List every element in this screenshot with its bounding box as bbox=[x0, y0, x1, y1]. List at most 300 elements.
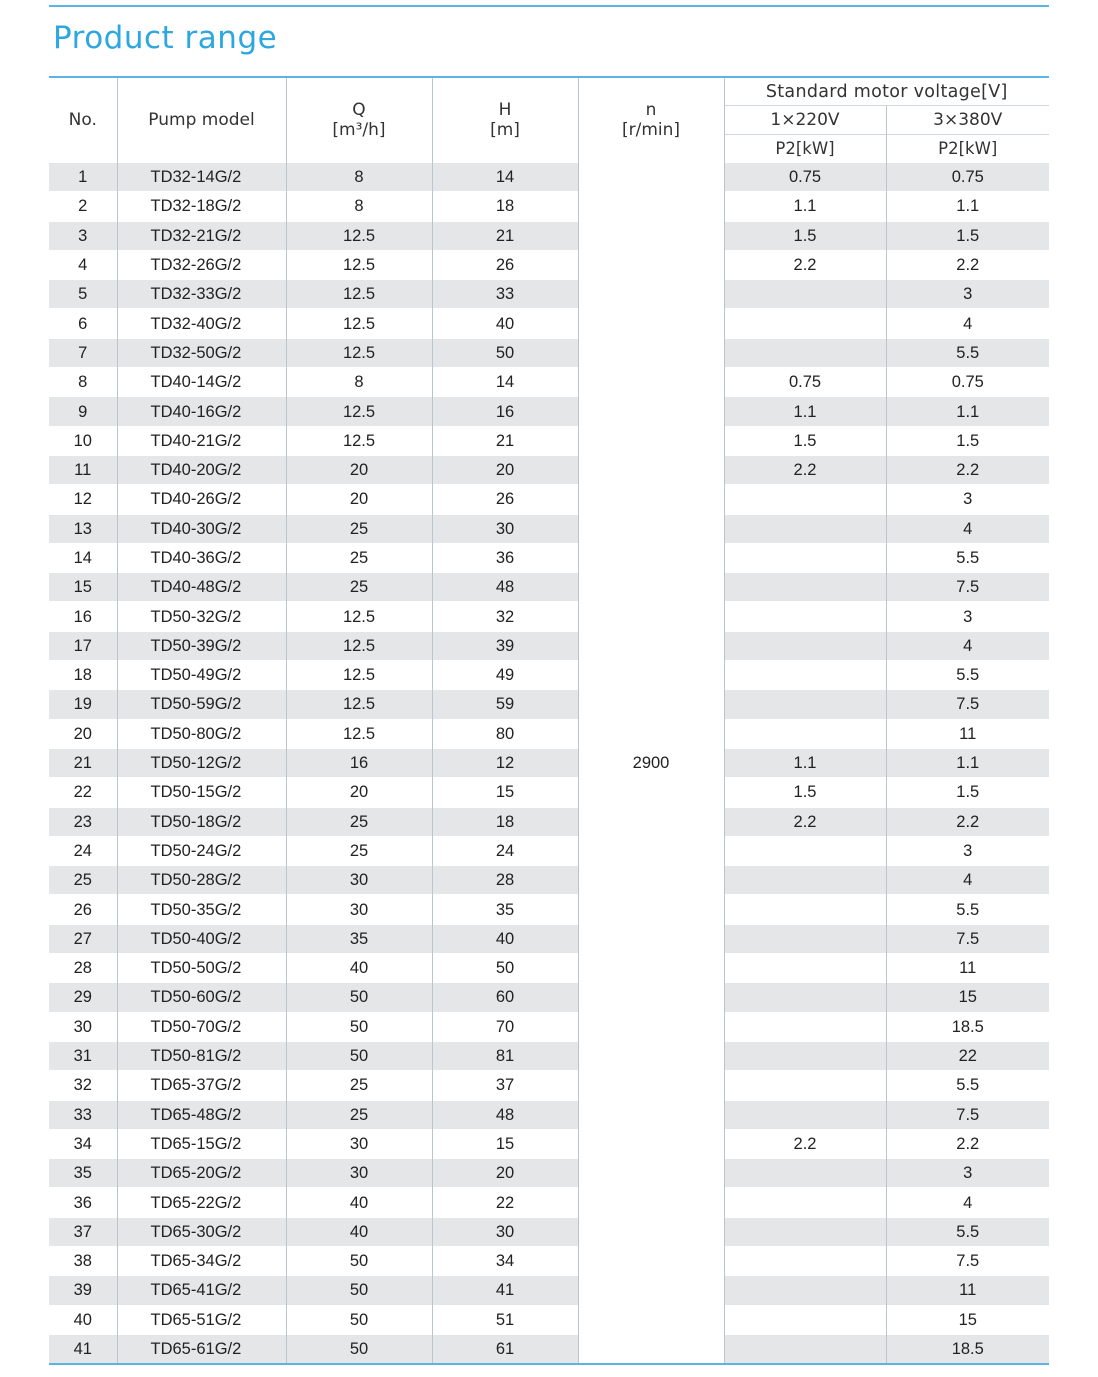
cell-power-single bbox=[724, 924, 886, 953]
table-row bbox=[49, 807, 1049, 836]
cell-no: 12 bbox=[49, 485, 117, 514]
cell-power-single bbox=[724, 836, 886, 865]
table-row bbox=[49, 924, 1049, 953]
cell-no: 20 bbox=[49, 719, 117, 748]
cell-pump-model: TD40-26G/2 bbox=[117, 485, 286, 514]
cell-power-three: 22 bbox=[886, 1041, 1049, 1070]
table-row bbox=[49, 192, 1049, 221]
table-row bbox=[49, 983, 1049, 1012]
cell-power-three: 1.1 bbox=[886, 192, 1049, 221]
cell-no: 19 bbox=[49, 690, 117, 719]
cell-power-three: 18.5 bbox=[886, 1334, 1049, 1364]
table-row bbox=[49, 1041, 1049, 1070]
cell-head: 51 bbox=[432, 1305, 578, 1334]
cell-pump-model: TD50-24G/2 bbox=[117, 836, 286, 865]
header-flow-symbol: Q bbox=[352, 100, 366, 120]
cell-head: 59 bbox=[432, 690, 578, 719]
cell-power-three: 15 bbox=[886, 1305, 1049, 1334]
cell-pump-model: TD50-60G/2 bbox=[117, 983, 286, 1012]
table-row bbox=[49, 309, 1049, 338]
cell-power-single bbox=[724, 1246, 886, 1275]
cell-no: 28 bbox=[49, 954, 117, 983]
cell-pump-model: TD40-36G/2 bbox=[117, 543, 286, 572]
cell-power-single bbox=[724, 719, 886, 748]
cell-no: 8 bbox=[49, 368, 117, 397]
cell-pump-model: TD32-18G/2 bbox=[117, 192, 286, 221]
header-flow bbox=[286, 77, 432, 163]
cell-pump-model: TD50-40G/2 bbox=[117, 924, 286, 953]
cell-no: 24 bbox=[49, 836, 117, 865]
cell-no: 39 bbox=[49, 1276, 117, 1305]
table-row bbox=[49, 485, 1049, 514]
cell-no: 31 bbox=[49, 1041, 117, 1070]
cell-power-single bbox=[724, 895, 886, 924]
table-row bbox=[49, 338, 1049, 367]
cell-flow: 25 bbox=[286, 1071, 432, 1100]
cell-flow: 50 bbox=[286, 983, 432, 1012]
cell-head: 50 bbox=[432, 954, 578, 983]
table-header bbox=[49, 77, 1049, 163]
cell-head: 61 bbox=[432, 1334, 578, 1364]
cell-power-three: 4 bbox=[886, 866, 1049, 895]
cell-head: 60 bbox=[432, 983, 578, 1012]
cell-head: 21 bbox=[432, 426, 578, 455]
table-row bbox=[49, 1305, 1049, 1334]
cell-head: 18 bbox=[432, 192, 578, 221]
cell-no: 29 bbox=[49, 983, 117, 1012]
cell-power-three: 3 bbox=[886, 1159, 1049, 1188]
cell-flow: 8 bbox=[286, 368, 432, 397]
table-row bbox=[49, 866, 1049, 895]
table-row bbox=[49, 280, 1049, 309]
cell-head: 33 bbox=[432, 280, 578, 309]
cell-pump-model: TD65-20G/2 bbox=[117, 1159, 286, 1188]
header-three-phase: 3×380V bbox=[886, 106, 1049, 135]
table-row bbox=[49, 543, 1049, 572]
cell-head: 20 bbox=[432, 455, 578, 484]
cell-power-three: 15 bbox=[886, 983, 1049, 1012]
table-row bbox=[49, 778, 1049, 807]
header-flow-unit: [m³/h] bbox=[332, 120, 386, 140]
cell-power-three: 11 bbox=[886, 954, 1049, 983]
header-power-three: P2[kW] bbox=[886, 135, 1049, 163]
header-speed-unit: [r/min] bbox=[621, 120, 681, 140]
cell-power-three: 3 bbox=[886, 836, 1049, 865]
table-row bbox=[49, 719, 1049, 748]
cell-pump-model: TD32-40G/2 bbox=[117, 309, 286, 338]
cell-head: 48 bbox=[432, 573, 578, 602]
top-rule bbox=[49, 5, 1049, 7]
header-single-phase: 1×220V bbox=[724, 106, 886, 135]
cell-power-single: 0.75 bbox=[724, 368, 886, 397]
cell-flow: 12.5 bbox=[286, 661, 432, 690]
cell-pump-model: TD50-32G/2 bbox=[117, 602, 286, 631]
cell-power-single: 1.1 bbox=[724, 397, 886, 426]
cell-no: 33 bbox=[49, 1100, 117, 1129]
cell-no: 16 bbox=[49, 602, 117, 631]
cell-power-three: 7.5 bbox=[886, 690, 1049, 719]
cell-power-three: 3 bbox=[886, 485, 1049, 514]
cell-flow: 12.5 bbox=[286, 426, 432, 455]
cell-power-single: 1.5 bbox=[724, 778, 886, 807]
cell-flow: 12.5 bbox=[286, 602, 432, 631]
cell-power-three: 11 bbox=[886, 1276, 1049, 1305]
cell-power-three: 4 bbox=[886, 1188, 1049, 1217]
cell-power-single bbox=[724, 866, 886, 895]
cell-power-three: 18.5 bbox=[886, 1012, 1049, 1041]
table-row bbox=[49, 954, 1049, 983]
cell-no: 21 bbox=[49, 748, 117, 777]
cell-power-three: 3 bbox=[886, 280, 1049, 309]
cell-power-single bbox=[724, 1276, 886, 1305]
cell-flow: 25 bbox=[286, 514, 432, 543]
cell-head: 34 bbox=[432, 1246, 578, 1275]
cell-head: 15 bbox=[432, 778, 578, 807]
cell-head: 80 bbox=[432, 719, 578, 748]
cell-head: 37 bbox=[432, 1071, 578, 1100]
cell-head: 30 bbox=[432, 1217, 578, 1246]
cell-head: 40 bbox=[432, 924, 578, 953]
cell-flow: 12.5 bbox=[286, 397, 432, 426]
cell-head: 26 bbox=[432, 250, 578, 279]
table-row bbox=[49, 1129, 1049, 1158]
cell-no: 11 bbox=[49, 455, 117, 484]
cell-no: 6 bbox=[49, 309, 117, 338]
cell-pump-model: TD32-26G/2 bbox=[117, 250, 286, 279]
cell-power-single bbox=[724, 338, 886, 367]
cell-flow: 12.5 bbox=[286, 631, 432, 660]
cell-power-three: 5.5 bbox=[886, 1217, 1049, 1246]
cell-power-single bbox=[724, 1334, 886, 1364]
cell-power-three: 1.1 bbox=[886, 748, 1049, 777]
cell-head: 35 bbox=[432, 895, 578, 924]
cell-power-single bbox=[724, 1305, 886, 1334]
cell-flow: 30 bbox=[286, 1159, 432, 1188]
cell-power-three: 2.2 bbox=[886, 455, 1049, 484]
cell-pump-model: TD40-20G/2 bbox=[117, 455, 286, 484]
cell-head: 81 bbox=[432, 1041, 578, 1070]
header-speed bbox=[578, 77, 724, 163]
table-row bbox=[49, 163, 1049, 192]
cell-head: 21 bbox=[432, 221, 578, 250]
cell-power-three: 3 bbox=[886, 602, 1049, 631]
table-row bbox=[49, 1071, 1049, 1100]
cell-pump-model: TD32-33G/2 bbox=[117, 280, 286, 309]
table-row bbox=[49, 690, 1049, 719]
table-row bbox=[49, 836, 1049, 865]
cell-no: 18 bbox=[49, 661, 117, 690]
cell-flow: 50 bbox=[286, 1276, 432, 1305]
cell-pump-model: TD40-14G/2 bbox=[117, 368, 286, 397]
table-row bbox=[49, 748, 1049, 777]
cell-head: 32 bbox=[432, 602, 578, 631]
cell-power-single bbox=[724, 1071, 886, 1100]
header-head-symbol: H bbox=[498, 100, 512, 120]
cell-flow: 12.5 bbox=[286, 280, 432, 309]
cell-power-single: 0.75 bbox=[724, 163, 886, 192]
cell-power-three: 5.5 bbox=[886, 895, 1049, 924]
table-row bbox=[49, 514, 1049, 543]
cell-pump-model: TD65-61G/2 bbox=[117, 1334, 286, 1364]
cell-no: 37 bbox=[49, 1217, 117, 1246]
cell-pump-model: TD50-28G/2 bbox=[117, 866, 286, 895]
cell-head: 12 bbox=[432, 748, 578, 777]
cell-flow: 25 bbox=[286, 573, 432, 602]
cell-pump-model: TD50-12G/2 bbox=[117, 748, 286, 777]
cell-no: 36 bbox=[49, 1188, 117, 1217]
cell-power-single bbox=[724, 602, 886, 631]
cell-no: 35 bbox=[49, 1159, 117, 1188]
cell-no: 1 bbox=[49, 163, 117, 192]
header-head bbox=[432, 77, 578, 163]
cell-power-three: 2.2 bbox=[886, 250, 1049, 279]
cell-no: 15 bbox=[49, 573, 117, 602]
cell-pump-model: TD40-16G/2 bbox=[117, 397, 286, 426]
cell-power-three: 1.5 bbox=[886, 221, 1049, 250]
cell-pump-model: TD65-51G/2 bbox=[117, 1305, 286, 1334]
table-row bbox=[49, 1188, 1049, 1217]
cell-power-three: 2.2 bbox=[886, 1129, 1049, 1158]
cell-pump-model: TD50-70G/2 bbox=[117, 1012, 286, 1041]
cell-pump-model: TD50-80G/2 bbox=[117, 719, 286, 748]
cell-head: 14 bbox=[432, 368, 578, 397]
cell-power-three: 2.2 bbox=[886, 807, 1049, 836]
cell-no: 3 bbox=[49, 221, 117, 250]
cell-head: 26 bbox=[432, 485, 578, 514]
cell-pump-model: TD50-50G/2 bbox=[117, 954, 286, 983]
cell-flow: 50 bbox=[286, 1246, 432, 1275]
cell-head: 41 bbox=[432, 1276, 578, 1305]
table-row bbox=[49, 1276, 1049, 1305]
table-row bbox=[49, 221, 1049, 250]
cell-power-three: 1.5 bbox=[886, 778, 1049, 807]
cell-power-single bbox=[724, 1100, 886, 1129]
cell-power-three: 11 bbox=[886, 719, 1049, 748]
table-body bbox=[49, 163, 1049, 1365]
cell-flow: 50 bbox=[286, 1334, 432, 1364]
cell-pump-model: TD40-21G/2 bbox=[117, 426, 286, 455]
header-power-single: P2[kW] bbox=[724, 135, 886, 163]
cell-power-single: 2.2 bbox=[724, 1129, 886, 1158]
cell-no: 5 bbox=[49, 280, 117, 309]
cell-no: 22 bbox=[49, 778, 117, 807]
cell-power-three: 5.5 bbox=[886, 338, 1049, 367]
cell-pump-model: TD50-35G/2 bbox=[117, 895, 286, 924]
cell-power-single bbox=[724, 485, 886, 514]
cell-power-single: 2.2 bbox=[724, 807, 886, 836]
cell-no: 38 bbox=[49, 1246, 117, 1275]
cell-no: 4 bbox=[49, 250, 117, 279]
cell-power-three: 0.75 bbox=[886, 163, 1049, 192]
cell-pump-model: TD65-37G/2 bbox=[117, 1071, 286, 1100]
cell-flow: 50 bbox=[286, 1305, 432, 1334]
cell-pump-model: TD65-48G/2 bbox=[117, 1100, 286, 1129]
cell-no: 32 bbox=[49, 1071, 117, 1100]
cell-head: 30 bbox=[432, 514, 578, 543]
cell-power-three: 5.5 bbox=[886, 543, 1049, 572]
cell-pump-model: TD32-50G/2 bbox=[117, 338, 286, 367]
cell-power-single bbox=[724, 309, 886, 338]
cell-power-three: 7.5 bbox=[886, 1100, 1049, 1129]
cell-power-three: 7.5 bbox=[886, 924, 1049, 953]
cell-pump-model: TD50-15G/2 bbox=[117, 778, 286, 807]
cell-flow: 12.5 bbox=[286, 338, 432, 367]
cell-power-single bbox=[724, 1217, 886, 1246]
cell-power-single bbox=[724, 954, 886, 983]
table-row bbox=[49, 1246, 1049, 1275]
table-row bbox=[49, 250, 1049, 279]
cell-no: 34 bbox=[49, 1129, 117, 1158]
cell-flow: 25 bbox=[286, 807, 432, 836]
cell-power-three: 7.5 bbox=[886, 1246, 1049, 1275]
cell-power-single: 2.2 bbox=[724, 455, 886, 484]
cell-power-single bbox=[724, 1188, 886, 1217]
cell-head: 15 bbox=[432, 1129, 578, 1158]
table-row bbox=[49, 631, 1049, 660]
cell-flow: 20 bbox=[286, 778, 432, 807]
table-row bbox=[49, 1334, 1049, 1364]
cell-speed: 2900 bbox=[578, 163, 724, 1365]
cell-flow: 20 bbox=[286, 455, 432, 484]
cell-power-single bbox=[724, 1012, 886, 1041]
cell-power-single bbox=[724, 631, 886, 660]
cell-power-single bbox=[724, 573, 886, 602]
cell-head: 24 bbox=[432, 836, 578, 865]
table-row bbox=[49, 602, 1049, 631]
cell-power-three: 1.1 bbox=[886, 397, 1049, 426]
cell-power-three: 1.5 bbox=[886, 426, 1049, 455]
cell-power-three: 0.75 bbox=[886, 368, 1049, 397]
cell-flow: 50 bbox=[286, 1041, 432, 1070]
cell-power-single: 2.2 bbox=[724, 250, 886, 279]
cell-power-single bbox=[724, 543, 886, 572]
cell-flow: 12.5 bbox=[286, 309, 432, 338]
cell-power-single bbox=[724, 1041, 886, 1070]
cell-flow: 12.5 bbox=[286, 250, 432, 279]
cell-pump-model: TD40-30G/2 bbox=[117, 514, 286, 543]
header-voltage-group: Standard motor voltage[V] bbox=[724, 77, 1049, 106]
cell-flow: 20 bbox=[286, 485, 432, 514]
cell-power-three: 4 bbox=[886, 631, 1049, 660]
table-row bbox=[49, 368, 1049, 397]
cell-power-single: 1.1 bbox=[724, 748, 886, 777]
header-head-unit: [m] bbox=[490, 120, 520, 140]
cell-power-single bbox=[724, 280, 886, 309]
cell-flow: 16 bbox=[286, 748, 432, 777]
cell-power-single: 1.5 bbox=[724, 221, 886, 250]
cell-power-three: 4 bbox=[886, 514, 1049, 543]
cell-pump-model: TD50-59G/2 bbox=[117, 690, 286, 719]
cell-power-three: 7.5 bbox=[886, 573, 1049, 602]
cell-flow: 30 bbox=[286, 866, 432, 895]
cell-power-single bbox=[724, 514, 886, 543]
table-row bbox=[49, 1159, 1049, 1188]
cell-pump-model: TD50-81G/2 bbox=[117, 1041, 286, 1070]
cell-no: 26 bbox=[49, 895, 117, 924]
table-row bbox=[49, 895, 1049, 924]
cell-power-single: 1.5 bbox=[724, 426, 886, 455]
cell-no: 41 bbox=[49, 1334, 117, 1364]
cell-head: 18 bbox=[432, 807, 578, 836]
table-row bbox=[49, 1100, 1049, 1129]
cell-flow: 8 bbox=[286, 192, 432, 221]
cell-power-single bbox=[724, 1159, 886, 1188]
cell-pump-model: TD65-34G/2 bbox=[117, 1246, 286, 1275]
cell-head: 22 bbox=[432, 1188, 578, 1217]
table-row bbox=[49, 455, 1049, 484]
cell-pump-model: TD32-21G/2 bbox=[117, 221, 286, 250]
table-row bbox=[49, 573, 1049, 602]
cell-head: 70 bbox=[432, 1012, 578, 1041]
cell-head: 20 bbox=[432, 1159, 578, 1188]
cell-head: 50 bbox=[432, 338, 578, 367]
cell-flow: 25 bbox=[286, 836, 432, 865]
header-no: No. bbox=[68, 110, 97, 130]
cell-head: 49 bbox=[432, 661, 578, 690]
cell-no: 10 bbox=[49, 426, 117, 455]
cell-head: 14 bbox=[432, 163, 578, 192]
table-row bbox=[49, 426, 1049, 455]
cell-pump-model: TD65-15G/2 bbox=[117, 1129, 286, 1158]
cell-pump-model: TD65-41G/2 bbox=[117, 1276, 286, 1305]
cell-power-single: 1.1 bbox=[724, 192, 886, 221]
cell-flow: 30 bbox=[286, 1129, 432, 1158]
cell-pump-model: TD65-30G/2 bbox=[117, 1217, 286, 1246]
header-speed-symbol: n bbox=[645, 100, 657, 120]
cell-head: 40 bbox=[432, 309, 578, 338]
cell-flow: 25 bbox=[286, 1100, 432, 1129]
table-row bbox=[49, 1217, 1049, 1246]
cell-no: 2 bbox=[49, 192, 117, 221]
cell-pump-model: TD65-22G/2 bbox=[117, 1188, 286, 1217]
cell-flow: 12.5 bbox=[286, 719, 432, 748]
cell-head: 28 bbox=[432, 866, 578, 895]
cell-flow: 40 bbox=[286, 954, 432, 983]
cell-no: 17 bbox=[49, 631, 117, 660]
cell-pump-model: TD50-39G/2 bbox=[117, 631, 286, 660]
cell-no: 13 bbox=[49, 514, 117, 543]
cell-no: 9 bbox=[49, 397, 117, 426]
cell-flow: 50 bbox=[286, 1012, 432, 1041]
product-range-table bbox=[49, 76, 1049, 1365]
page-title: Product range bbox=[53, 20, 278, 56]
cell-power-three: 4 bbox=[886, 309, 1049, 338]
cell-flow: 40 bbox=[286, 1188, 432, 1217]
cell-no: 30 bbox=[49, 1012, 117, 1041]
header-pump-model: Pump model bbox=[117, 77, 286, 163]
cell-no: 27 bbox=[49, 924, 117, 953]
cell-head: 16 bbox=[432, 397, 578, 426]
cell-flow: 25 bbox=[286, 543, 432, 572]
cell-pump-model: TD50-18G/2 bbox=[117, 807, 286, 836]
cell-power-three: 5.5 bbox=[886, 1071, 1049, 1100]
cell-no: 25 bbox=[49, 866, 117, 895]
cell-no: 14 bbox=[49, 543, 117, 572]
cell-flow: 12.5 bbox=[286, 690, 432, 719]
cell-power-single bbox=[724, 983, 886, 1012]
table-row bbox=[49, 661, 1049, 690]
cell-head: 36 bbox=[432, 543, 578, 572]
cell-head: 39 bbox=[432, 631, 578, 660]
cell-pump-model: TD40-48G/2 bbox=[117, 573, 286, 602]
cell-pump-model: TD32-14G/2 bbox=[117, 163, 286, 192]
cell-no: 7 bbox=[49, 338, 117, 367]
cell-flow: 8 bbox=[286, 163, 432, 192]
table-row bbox=[49, 1012, 1049, 1041]
table-row bbox=[49, 397, 1049, 426]
cell-flow: 35 bbox=[286, 924, 432, 953]
cell-no: 23 bbox=[49, 807, 117, 836]
